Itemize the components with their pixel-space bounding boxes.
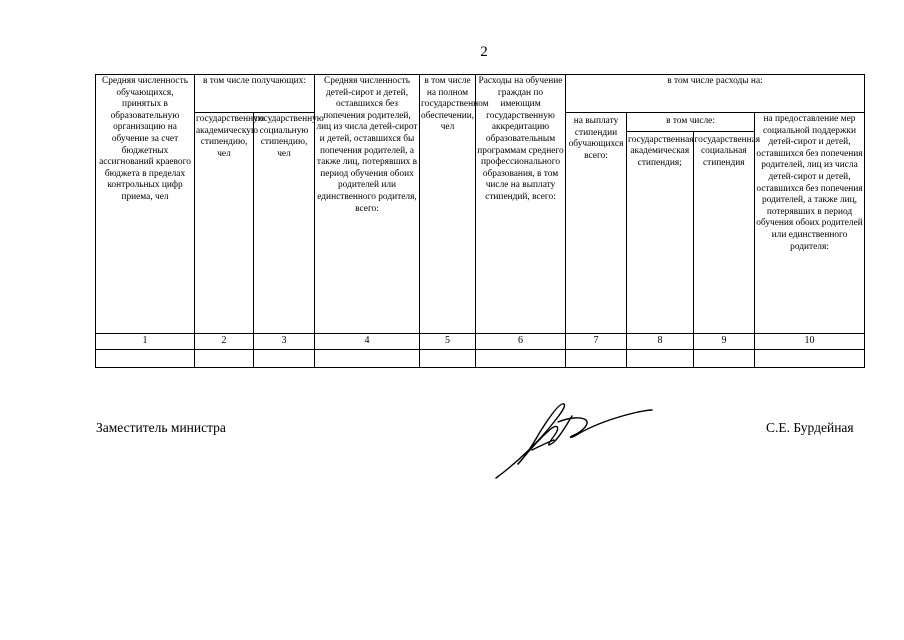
table-cell (566, 349, 627, 367)
page-number: 2 (480, 44, 488, 60)
column-number-row (96, 333, 865, 349)
column-number: 1 (96, 333, 195, 349)
column-number: 6 (476, 333, 566, 349)
column-number: 3 (254, 333, 315, 349)
table-cell (254, 349, 315, 367)
column-number: 2 (195, 333, 254, 349)
column-number: 8 (627, 333, 694, 349)
header-col-2: государственную академическую стипендию, чел (195, 113, 254, 334)
header-col-4: Средняя численность детей-сирот и детей, оставшихся без попечения родителей, лиц из числа детей-сирот и детей, оставшихся бы попечения родителей, а также лиц, потерявших в период обучения обоих родителей или единственного родителя, всего: (315, 75, 420, 334)
header-col-9: государственная социальная стипендия (694, 134, 761, 168)
column-number: 4 (315, 333, 420, 349)
column-number: 5 (420, 333, 476, 349)
column-number: 7 (566, 333, 627, 349)
header-col-5: в том числе на полном государственном обеспечении, чел (420, 75, 476, 334)
table-cell (476, 349, 566, 367)
signer-name: С.Е. Бурдейная (766, 420, 854, 435)
header-col-6: Расходы на обучение граждан по имеющим государственную аккредитацию образовательным программам среднего профессионального образования, в том числе на выплату стипендий, всего: (476, 75, 566, 334)
header-col-8: государственная академическая стипендия; (627, 131, 693, 333)
header-group-7-10: в том числе расходы на: (566, 75, 865, 113)
table-cell (755, 349, 865, 367)
table-cell (420, 349, 476, 367)
header-col-10: на предоставление мер социальной поддержки детей-сирот и детей, оставшихся без попечения родителей, лиц из числа детей-сирот и детей, оставшихся без попечения родителей, а также лиц, потерявших в период обучения обоих родителей или единственного родителя: (755, 113, 865, 334)
report-table (95, 74, 865, 368)
table-row (96, 349, 865, 367)
header-group-2-3: в том числе получающих: (195, 75, 315, 113)
table-cell (315, 349, 420, 367)
header-col-1: Средняя численность обучающихся, принятых в образовательную организацию на обучение за счет бюджетных ассигнований краевого бюджета в пределах контрольных цифр приема, чел (96, 75, 195, 334)
header-group-8-9-cell (627, 113, 761, 334)
column-number: 10 (755, 333, 865, 349)
table-cell (195, 349, 254, 367)
signature-image (488, 392, 658, 484)
subheader-table (627, 113, 761, 333)
table-cell (627, 349, 694, 367)
header-col-3: государственную социальную стипендию, чел (254, 113, 315, 334)
header-group-8-9: в том числе: (627, 113, 754, 131)
table-cell (96, 349, 195, 367)
header-col-7: на выплату стипендии обучающихся всего: (566, 113, 627, 334)
table-cell (694, 349, 755, 367)
column-number: 9 (694, 333, 755, 349)
signer-position: Заместитель министра (96, 420, 226, 435)
